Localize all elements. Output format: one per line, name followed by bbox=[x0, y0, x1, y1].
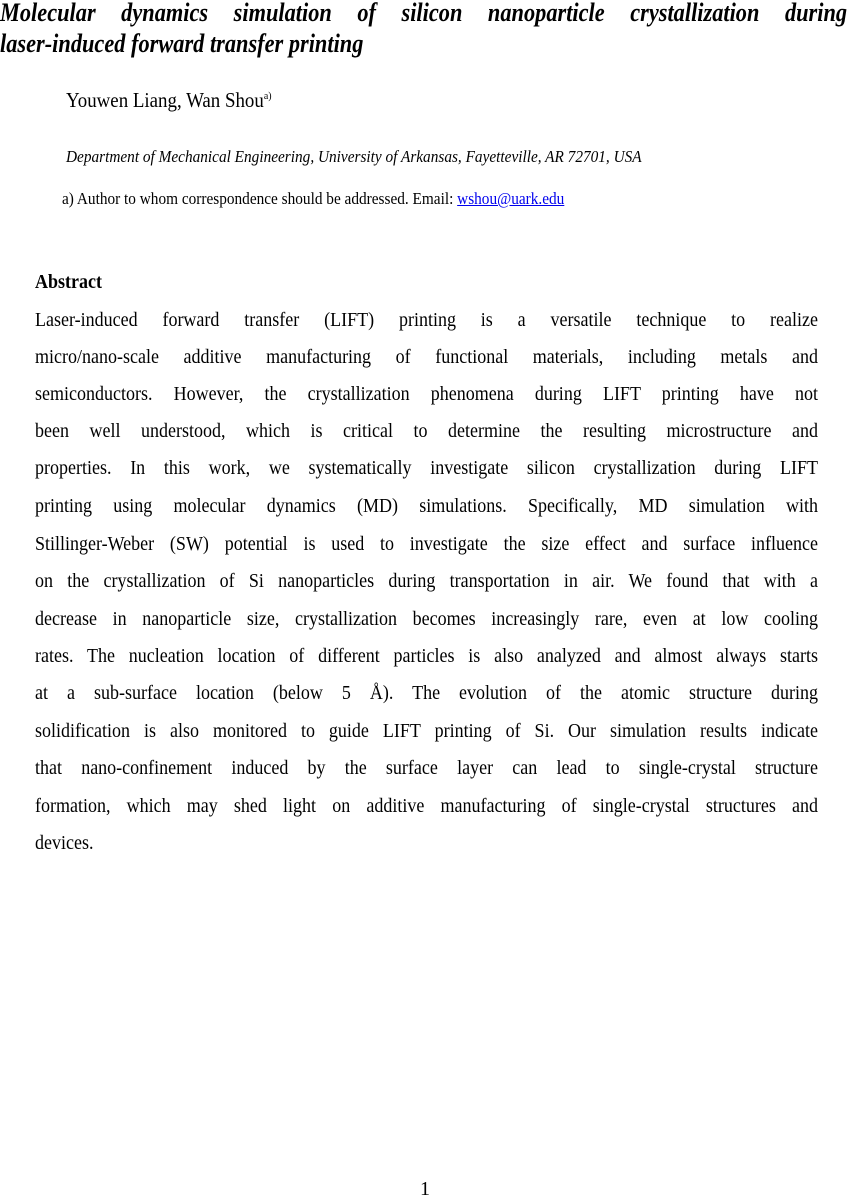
correspondence-text: a) Author to whom correspondence should be addressed. Email: bbox=[62, 189, 458, 208]
abstract-line: semiconductors. However, the crystallization phenomena during LIFT printing have not bbox=[35, 383, 818, 405]
abstract-line: devices. bbox=[35, 832, 94, 854]
abstract-line: Laser-induced forward transfer (LIFT) printing is a versatile technique to realize bbox=[35, 309, 818, 331]
abstract-line: rates. The nucleation location of different particles is also analyzed and almost always starts bbox=[35, 645, 818, 667]
abstract-line: at a sub-surface location (below 5 Å). The evolution of the atomic structure during bbox=[35, 682, 818, 704]
abstract-line: decrease in nanoparticle size, crystallization becomes increasingly rare, even at low cooling bbox=[35, 608, 818, 630]
email-link[interactable]: wshou@uark.edu bbox=[457, 189, 565, 208]
abstract-line: micro/nano-scale additive manufacturing of functional materials, including metals and bbox=[35, 346, 818, 368]
authors bbox=[66, 88, 272, 113]
abstract-line: been well understood, which is critical to determine the resulting microstructure and bbox=[35, 420, 818, 442]
affiliation: Department of Mechanical Engineering, University of Arkansas, Fayetteville, AR 72701, USA bbox=[66, 147, 642, 166]
abstract-line: solidification is also monitored to guide LIFT printing of Si. Our simulation results indicate bbox=[35, 720, 818, 742]
abstract-line: properties. In this work, we systematically investigate silicon crystallization during LIFT bbox=[35, 457, 818, 479]
page-number: 1 bbox=[420, 1178, 430, 1200]
abstract-line: printing using molecular dynamics (MD) simulations. Specifically, MD simulation with bbox=[35, 495, 818, 517]
abstract-line: on the crystallization of Si nanoparticles during transportation in air. We found that with a bbox=[35, 570, 818, 592]
title-line-2: laser-induced forward transfer printing bbox=[0, 29, 364, 58]
author-mark: a) bbox=[263, 90, 272, 102]
author-names: Youwen Liang, Wan Shou bbox=[66, 88, 264, 112]
abstract-line: that nano-confinement induced by the surface layer can lead to single-crystal structure bbox=[35, 757, 818, 779]
correspondence bbox=[62, 189, 564, 209]
abstract-line: Stillinger-Weber (SW) potential is used to investigate the size effect and surface influence bbox=[35, 533, 818, 555]
title-line-1: Molecular dynamics simulation of silicon nanoparticle crystallization during bbox=[0, 0, 847, 27]
abstract-heading: Abstract bbox=[35, 271, 102, 293]
abstract-line: formation, which may shed light on additive manufacturing of single-crystal structures and bbox=[35, 795, 818, 817]
